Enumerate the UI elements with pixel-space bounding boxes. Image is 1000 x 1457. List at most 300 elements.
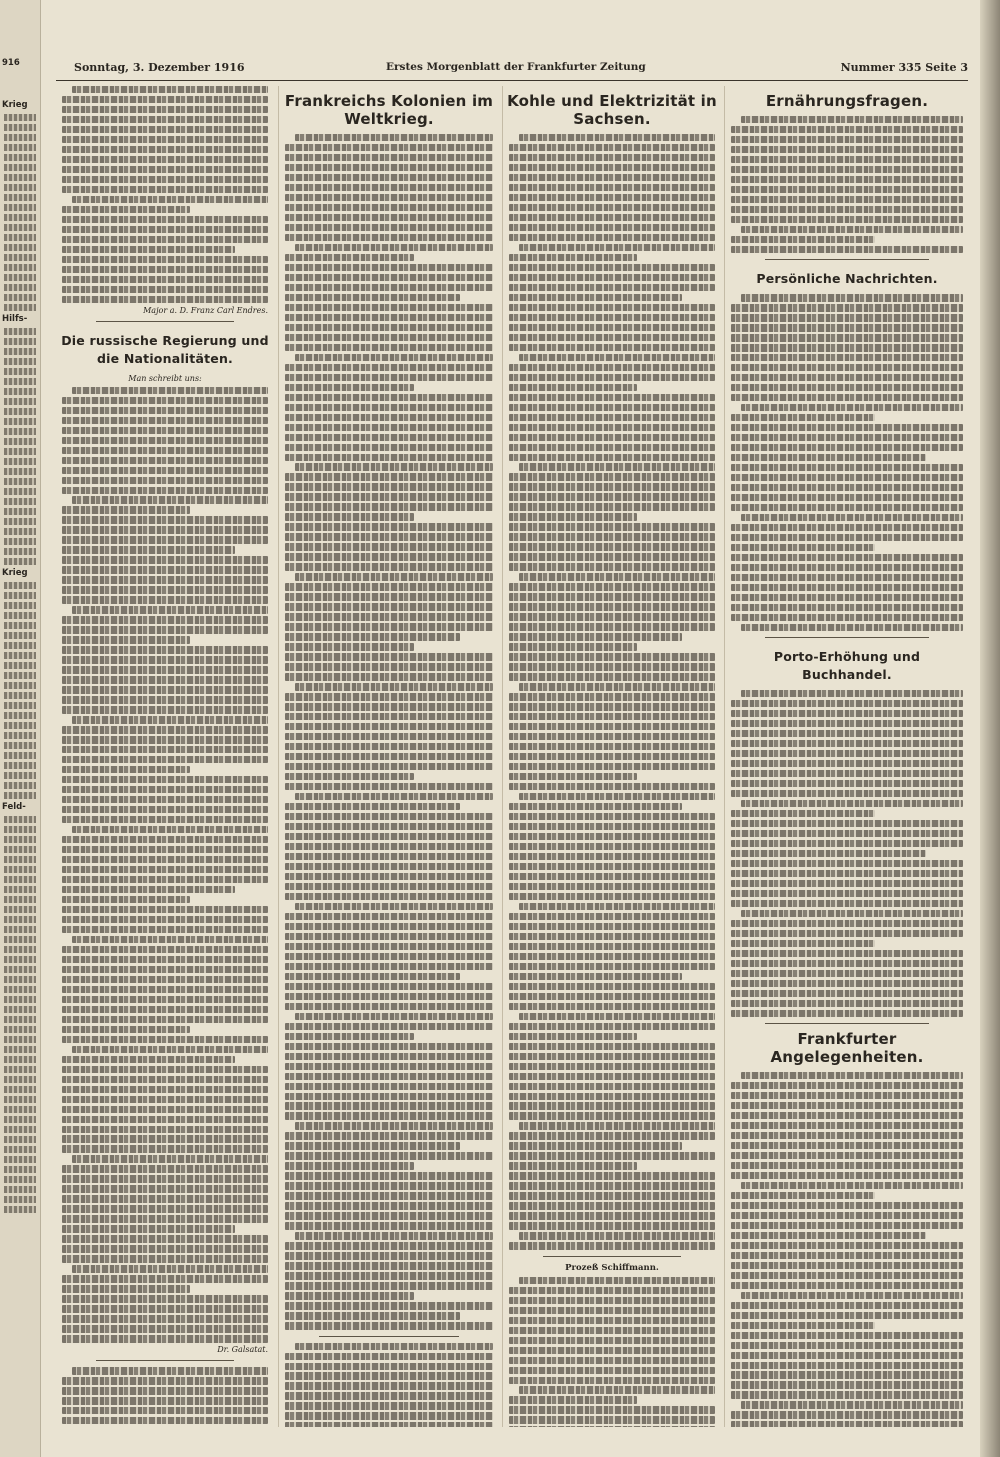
text-line [4, 254, 36, 261]
text-line [509, 1093, 715, 1100]
text-line [4, 1026, 36, 1033]
text-line [509, 1053, 715, 1060]
text-line [509, 174, 715, 181]
text-line [62, 1417, 268, 1424]
text-line [4, 732, 36, 739]
text-line [285, 1353, 493, 1360]
text-line [4, 194, 36, 201]
text-line [4, 478, 36, 485]
text-line [4, 996, 36, 1003]
text-line [285, 1152, 493, 1159]
text-line [509, 304, 715, 311]
text-line [741, 624, 963, 631]
text-line [731, 246, 963, 253]
text-line [285, 1212, 493, 1219]
text-line [4, 1066, 36, 1073]
text-line [4, 916, 36, 923]
text-line [62, 96, 268, 103]
edge-fragment: 916 [2, 58, 20, 68]
text-line [731, 1381, 963, 1388]
text-line [509, 843, 715, 850]
text-line [509, 1003, 715, 1010]
text-line [62, 1335, 268, 1342]
text-line [4, 622, 36, 629]
text-line [509, 164, 715, 171]
text-line [731, 1132, 963, 1139]
text-line [731, 1252, 963, 1259]
text-line [509, 603, 715, 610]
text-line [509, 483, 715, 490]
text-line [519, 1013, 715, 1020]
text-line [509, 444, 715, 451]
text-line [285, 613, 493, 620]
text-line [509, 1212, 715, 1219]
text-line [509, 563, 715, 570]
text-line [731, 574, 963, 581]
text-line [731, 980, 963, 987]
text-line [731, 594, 963, 601]
text-line [519, 573, 715, 580]
text-line [731, 740, 963, 747]
text-line [4, 548, 36, 555]
text-line [285, 553, 493, 560]
text-line [4, 876, 36, 883]
text-line [731, 614, 963, 621]
text-line [731, 1282, 963, 1289]
text-line [509, 933, 715, 940]
text-line [62, 706, 268, 713]
text-line [285, 1252, 493, 1259]
text-line [4, 1126, 36, 1133]
text-line [285, 1272, 493, 1279]
text-line [731, 444, 963, 451]
text-line [62, 916, 268, 923]
text-line [285, 983, 493, 990]
article-text [725, 294, 969, 631]
text-line [731, 890, 963, 897]
text-line [4, 926, 36, 933]
text-line [285, 643, 414, 650]
text-line [731, 604, 963, 611]
text-line [4, 712, 36, 719]
column-2 [278, 86, 499, 1427]
text-line [4, 174, 36, 181]
text-line [509, 184, 715, 191]
text-line [4, 274, 36, 281]
text-line [62, 136, 268, 143]
text-line [285, 1282, 493, 1289]
text-line [62, 686, 268, 693]
text-line [731, 1010, 963, 1017]
text-line [4, 244, 36, 251]
text-line [509, 1242, 715, 1249]
text-line [62, 676, 268, 683]
text-line [509, 713, 715, 720]
text-line [62, 276, 268, 283]
text-line [731, 156, 963, 163]
text-line [62, 896, 190, 903]
text-line [62, 286, 268, 293]
text-line [4, 184, 36, 191]
text-line [731, 504, 963, 511]
text-line [509, 1023, 715, 1030]
text-line [285, 1202, 493, 1209]
text-line [62, 1086, 268, 1093]
text-line [285, 1053, 493, 1060]
text-line [731, 830, 963, 837]
text-line [62, 956, 268, 963]
text-line [509, 284, 715, 291]
article-headline: Frankreichs Kolonien im Weltkrieg. [284, 92, 494, 128]
text-line [285, 663, 493, 670]
text-line [62, 666, 268, 673]
text-line [4, 1056, 36, 1063]
text-line [62, 1215, 268, 1222]
text-line [731, 414, 875, 421]
text-line [731, 1302, 963, 1309]
text-line [741, 690, 963, 697]
text-line [62, 756, 268, 763]
text-line [509, 873, 715, 880]
text-line [285, 1142, 460, 1149]
text-line [509, 264, 715, 271]
text-line [4, 946, 36, 953]
text-line [509, 294, 682, 301]
text-line [731, 484, 963, 491]
text-line [285, 603, 493, 610]
text-line [62, 407, 268, 414]
text-line [741, 910, 963, 917]
text-line [285, 444, 493, 451]
text-line [285, 344, 493, 351]
text-line [509, 224, 715, 231]
text-line [4, 1006, 36, 1013]
text-line [731, 424, 963, 431]
text-line [4, 294, 36, 301]
text-line [72, 716, 268, 723]
issue-date: Sonntag, 3. Dezember 1916 [74, 61, 245, 74]
text-line [62, 146, 268, 153]
text-line [4, 488, 36, 495]
text-line [62, 1026, 190, 1033]
text-line [285, 1063, 493, 1070]
text-line [509, 893, 715, 900]
text-line [62, 906, 268, 913]
text-line [62, 856, 268, 863]
text-line [62, 246, 235, 253]
text-line [285, 753, 493, 760]
text-line [285, 723, 493, 730]
text-line [509, 733, 715, 740]
text-line [4, 1096, 36, 1103]
text-line [285, 1302, 493, 1309]
text-line [62, 156, 268, 163]
text-line [4, 1086, 36, 1093]
text-line [509, 623, 715, 630]
text-line [62, 1106, 268, 1113]
text-line [4, 682, 36, 689]
text-line [509, 384, 637, 391]
text-line [72, 606, 268, 613]
text-line [62, 1397, 268, 1404]
text-line [4, 418, 36, 425]
text-line [741, 1401, 963, 1408]
text-line [62, 886, 235, 893]
article-text [725, 690, 969, 1017]
text-line [62, 586, 268, 593]
article-text [725, 1072, 969, 1427]
text-line [285, 404, 493, 411]
text-line [4, 114, 36, 121]
text-line [519, 903, 715, 910]
text-line [62, 536, 268, 543]
text-line [731, 850, 926, 857]
text-line [62, 696, 268, 703]
divider [96, 321, 234, 322]
text-line [509, 344, 715, 351]
text-line [4, 642, 36, 649]
text-line [62, 576, 268, 583]
text-line [509, 953, 715, 960]
text-line [62, 216, 268, 223]
text-line [62, 806, 268, 813]
text-line [4, 448, 36, 455]
text-line [731, 1082, 963, 1089]
text-line [62, 926, 268, 933]
text-line [285, 1073, 493, 1080]
text-line [285, 713, 493, 720]
text-line [731, 790, 963, 797]
text-line [4, 224, 36, 231]
text-line [4, 1196, 36, 1203]
text-line [509, 1307, 715, 1314]
text-line [731, 564, 963, 571]
text-line [509, 1297, 715, 1304]
text-line [285, 144, 493, 151]
text-line [509, 823, 715, 830]
text-line [62, 1056, 235, 1063]
text-line [509, 643, 637, 650]
text-line [62, 1066, 268, 1073]
text-line [4, 582, 36, 589]
text-line [285, 503, 493, 510]
text-line [509, 1162, 637, 1169]
text-line [285, 633, 460, 640]
masthead: Erstes Morgenblatt der Frankfurter Zeitung [386, 61, 646, 73]
text-line [731, 1152, 963, 1159]
text-line [509, 923, 715, 930]
article-headline: Kohle und Elektrizität in Sachsen. [507, 92, 717, 128]
text-line [62, 816, 268, 823]
text-line [285, 164, 493, 171]
text-line [62, 106, 268, 113]
text-line [62, 1195, 268, 1202]
text-line [731, 384, 963, 391]
text-line [741, 1072, 963, 1079]
text-line [285, 204, 493, 211]
text-line [4, 772, 36, 779]
text-line [72, 936, 268, 943]
text-line [509, 314, 715, 321]
text-line [509, 853, 715, 860]
text-line [731, 710, 963, 717]
text-line [509, 1073, 715, 1080]
text-line [509, 1287, 715, 1294]
text-line [285, 1422, 493, 1427]
text-line [285, 284, 493, 291]
text-line [731, 354, 963, 361]
text-line [285, 483, 493, 490]
text-line [62, 776, 268, 783]
text-line [509, 1063, 715, 1070]
text-line [4, 592, 36, 599]
text-line [4, 408, 36, 415]
text-line [731, 990, 963, 997]
text-line [509, 583, 715, 590]
text-line [731, 206, 963, 213]
section-headline: Persönliche Nachrichten. [756, 271, 938, 287]
text-line [285, 763, 493, 770]
text-line [731, 840, 963, 847]
text-line [4, 378, 36, 385]
text-line [62, 796, 268, 803]
text-line [509, 414, 715, 421]
text-line [62, 1145, 268, 1152]
text-line [285, 274, 493, 281]
edge-word: Feld- [2, 802, 26, 812]
text-line [4, 1116, 36, 1123]
text-line [285, 1093, 493, 1100]
text-line [62, 397, 268, 404]
text-line [295, 1013, 493, 1020]
text-line [509, 1222, 715, 1229]
text-line [295, 354, 493, 361]
text-line [731, 1142, 963, 1149]
text-line [731, 1000, 963, 1007]
text-line [731, 544, 875, 551]
text-line [509, 324, 715, 331]
text-line [509, 703, 715, 710]
text-line [731, 770, 963, 777]
text-line [4, 846, 36, 853]
text-line [285, 873, 493, 880]
text-line [62, 186, 268, 193]
text-line [285, 993, 493, 1000]
text-line [4, 856, 36, 863]
text-line [509, 1192, 715, 1199]
text-line [4, 692, 36, 699]
text-line [285, 1162, 414, 1169]
text-line [509, 773, 637, 780]
text-line [4, 986, 36, 993]
text-line [731, 344, 963, 351]
text-line [731, 1112, 963, 1119]
text-line [509, 1337, 715, 1344]
column-3 [502, 86, 721, 1427]
text-line [4, 1156, 36, 1163]
text-line [285, 1102, 493, 1109]
text-line [62, 417, 268, 424]
text-line [62, 566, 268, 573]
text-line [4, 752, 36, 759]
text-line [62, 1165, 268, 1172]
text-line [62, 516, 268, 523]
text-line [285, 513, 414, 520]
text-line [741, 514, 963, 521]
text-line [285, 314, 493, 321]
text-line [285, 673, 493, 680]
text-line [519, 134, 715, 141]
text-line [509, 763, 715, 770]
text-line [62, 1135, 268, 1142]
text-line [4, 906, 36, 913]
text-line [4, 154, 36, 161]
text-line [509, 613, 715, 620]
text-line [4, 284, 36, 291]
text-line [509, 883, 715, 890]
text-line [4, 538, 36, 545]
text-line [509, 334, 715, 341]
text-line [4, 1106, 36, 1113]
text-line [285, 943, 493, 950]
text-line [285, 703, 493, 710]
text-line [731, 196, 963, 203]
text-line [62, 1205, 268, 1212]
text-line [285, 1033, 414, 1040]
text-line [62, 1275, 268, 1282]
text-line [4, 1206, 36, 1213]
text-line [295, 573, 493, 580]
text-line [285, 254, 414, 261]
text-line [72, 1265, 268, 1272]
text-line [731, 860, 963, 867]
text-line [4, 518, 36, 525]
text-line [72, 387, 268, 394]
text-line [731, 700, 963, 707]
text-line [731, 1102, 963, 1109]
text-line [731, 950, 963, 957]
text-line [285, 334, 493, 341]
text-line [62, 457, 268, 464]
text-line [285, 384, 414, 391]
text-line [731, 730, 963, 737]
text-line [295, 793, 493, 800]
text-line [62, 596, 268, 603]
text-line [4, 1146, 36, 1153]
text-line [509, 1426, 715, 1427]
text-line [731, 464, 963, 471]
text-line [62, 546, 235, 553]
text-line [519, 683, 715, 690]
text-line [285, 1382, 493, 1389]
text-line [509, 1317, 715, 1324]
text-line [4, 358, 36, 365]
text-line [509, 364, 715, 371]
text-line [519, 354, 715, 361]
text-line [62, 1175, 268, 1182]
page-shadow-edge [980, 0, 1000, 1457]
text-line [285, 813, 493, 820]
text-line [509, 1327, 715, 1334]
text-line [509, 1367, 715, 1374]
text-line [731, 324, 963, 331]
text-line [509, 1406, 715, 1413]
text-line [285, 304, 493, 311]
text-line [509, 593, 715, 600]
text-line [509, 234, 715, 241]
text-line [285, 214, 493, 221]
text-line [285, 1242, 493, 1249]
